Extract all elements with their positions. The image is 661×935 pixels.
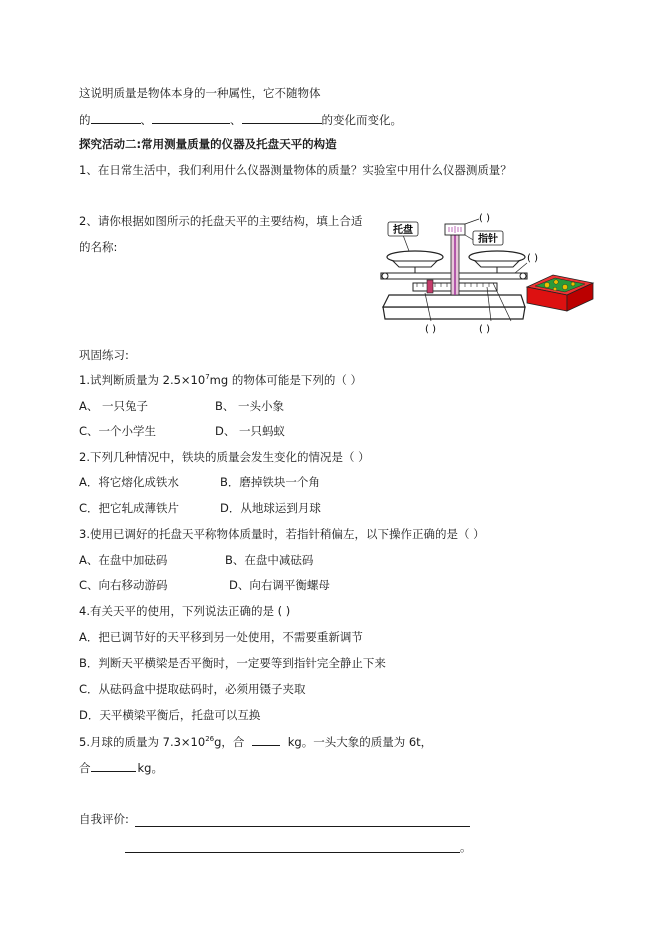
q5-line2-prefix: 合 xyxy=(79,761,91,775)
activity2-q2-line2: 的名称: xyxy=(79,240,118,254)
q5-line-2 xyxy=(79,760,163,775)
q2-option-a: A．将它熔化成铁水 xyxy=(79,475,179,489)
activity2-heading: 探究活动二:常用测量质量的仪器及托盘天平的构造 xyxy=(79,137,337,151)
q1-option-a: A、 一只兔子 xyxy=(79,399,149,413)
weight-box xyxy=(527,275,593,311)
blank-1[interactable] xyxy=(91,112,141,124)
q5-exponent: 26 xyxy=(205,735,215,744)
q1-option-c: C、一个小学生 xyxy=(79,424,157,438)
blank-mid: ( ) xyxy=(527,253,538,264)
practice-title: 巩固练习: xyxy=(79,348,129,362)
separator: 、 xyxy=(140,113,152,127)
balance-base xyxy=(383,307,525,319)
q1-stem xyxy=(79,373,362,387)
q3-option-d: D、向右调平衡螺母 xyxy=(229,578,330,592)
intro-suffix: 的变化而变化。 xyxy=(321,113,402,127)
self-eval-label: 自我评价: xyxy=(79,812,129,826)
rider xyxy=(427,280,433,293)
q1-suffix: mg 的物体可能是下列的（ ） xyxy=(209,373,362,387)
q3-option-a: A、在盘中加砝码 xyxy=(79,553,168,567)
q1-option-d: D、 一只蚂蚁 xyxy=(215,424,286,438)
intro-prefix: 的 xyxy=(79,113,91,127)
q1-exponent: 7 xyxy=(205,373,210,382)
intro-line-2 xyxy=(79,112,402,127)
q3-stem: 3.使用已调好的托盘天平称物体质量时，若指针稍偏左，以下操作正确的是（ ） xyxy=(79,527,485,541)
q5-line2-suffix: kg。 xyxy=(137,761,163,775)
blank-bottom-left: ( ) xyxy=(425,324,436,335)
blank-2[interactable] xyxy=(152,112,230,124)
balance-illustration xyxy=(375,207,605,342)
q1-option-b: B、 一头小象 xyxy=(215,399,285,413)
q2-stem: 2.下列几种情况中，铁块的质量会发生变化的情况是（ ） xyxy=(79,450,370,464)
q1-prefix: 1.试判断质量为 2.5×10 xyxy=(79,373,206,387)
separator: 、 xyxy=(230,113,242,127)
q5-mid2: kg。一头大象的质量为 6t， xyxy=(287,735,433,749)
blank-3[interactable] xyxy=(242,112,322,124)
q4-option-a: A．把已调节好的天平移到另一处使用，不需要重新调节 xyxy=(79,630,363,644)
intro-line-1 xyxy=(79,86,321,100)
label-tray: 托盘 xyxy=(393,225,413,236)
q2-option-c: C．把它轧成薄铁片 xyxy=(79,501,180,515)
q2-option-b: B．磨掉铁块一个角 xyxy=(220,475,320,489)
self-eval-line-1[interactable] xyxy=(135,826,470,827)
self-eval-end: 。 xyxy=(460,840,472,854)
balance-figure xyxy=(375,207,605,342)
q4-stem: 4.有关天平的使用，下列说法正确的是 ( ) xyxy=(79,604,291,618)
label-pointer: 指针 xyxy=(478,234,498,245)
activity2-q1: 1、在日常生活中，我们利用什么仪器测量物体的质量？实验室中用什么仪器测质量？ xyxy=(79,163,512,177)
q4-option-b: B．判断天平横梁是否平衡时，一定要等到指针完全静止下来 xyxy=(79,656,386,670)
q5-mid: g，合 xyxy=(214,735,245,749)
q3-option-b: B、在盘中减砝码 xyxy=(225,553,314,567)
self-eval-line-2[interactable] xyxy=(125,852,460,853)
blank-top: ( ) xyxy=(479,213,490,224)
q2-option-d: D．从地球运到月球 xyxy=(220,501,321,515)
q3-option-c: C、向右移动游码 xyxy=(79,578,168,592)
intro-text: 这说明质量是物体本身的一种属性，它不随物体 xyxy=(79,86,321,100)
q5-blank-2[interactable] xyxy=(91,760,136,772)
q5-prefix: 5.月球的质量为 7.3×10 xyxy=(79,735,206,749)
q4-option-c: C．从砝码盒中提取砝码时，必须用镊子夹取 xyxy=(79,682,306,696)
q5-blank-1[interactable] xyxy=(252,734,280,746)
q5-line-1 xyxy=(79,734,432,749)
blank-bottom-right: ( ) xyxy=(479,324,490,335)
q4-option-d: D．天平横梁平衡后，托盘可以互换 xyxy=(79,708,261,722)
activity2-q2-line1: 2、请你根据如图所示的托盘天平的主要结构，填上合适 xyxy=(79,214,363,228)
